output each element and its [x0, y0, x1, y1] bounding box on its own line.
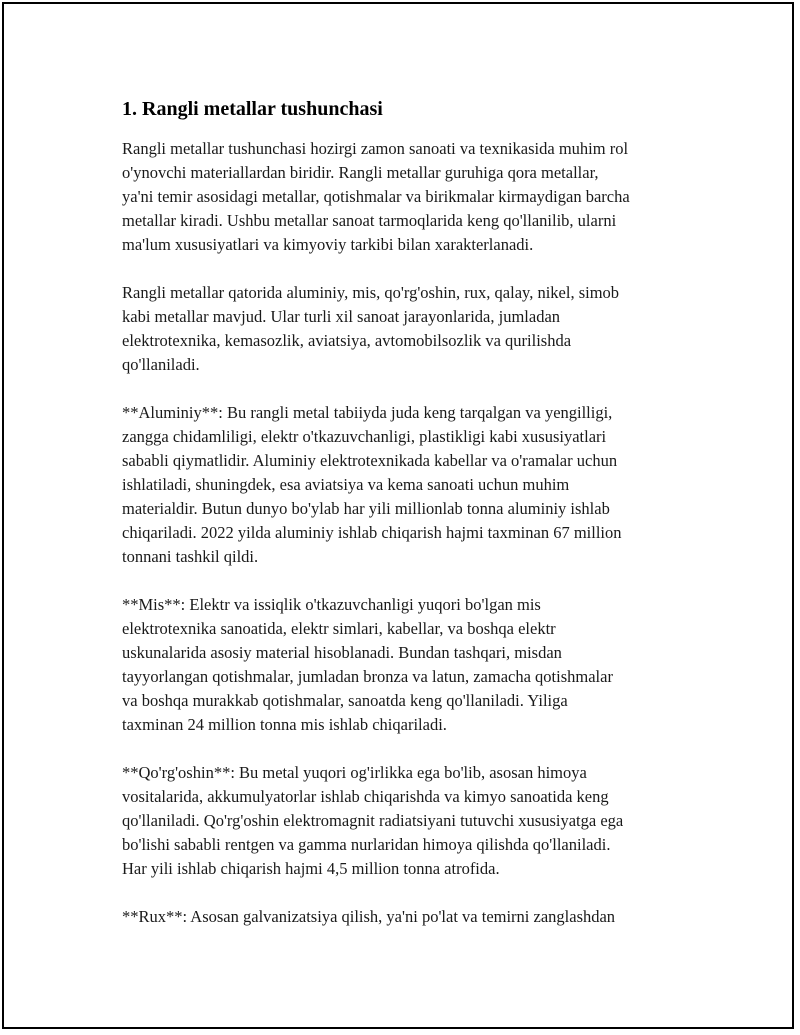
- text-line: elektrotexnika sanoatida, elektr simlari, kabellar, va boshqa elektr: [122, 619, 556, 638]
- text-line: ishlatiladi, shuningdek, esa aviatsiya va kema sanoati uchun muhim: [122, 475, 570, 494]
- paragraph-metal-list: [122, 281, 712, 377]
- text-line: elektrotexnika, kemasozlik, aviatsiya, avtomobilsozlik va qurilishda: [122, 331, 572, 350]
- text-line: Har yili ishlab chiqarish hajmi 4,5 million tonna atrofida.: [122, 859, 500, 878]
- text-line: **Rux**: Asosan galvanizatsiya qilish, ya'ni po'lat va temirni zanglashdan: [122, 907, 616, 926]
- paragraph-aluminiy: [122, 401, 712, 569]
- text-line: taxminan 24 million tonna mis ishlab chiqariladi.: [122, 715, 447, 734]
- text-line: ya'ni temir asosidagi metallar, qotishmalar va birikmalar kirmaydigan barcha: [122, 187, 630, 206]
- paragraph-intro: [122, 137, 712, 257]
- text-line: **Aluminiy**: Bu rangli metal tabiiyda juda keng tarqalgan va yengilligi,: [122, 403, 613, 422]
- text-line: metallar kiradi. Ushbu metallar sanoat tarmoqlarida keng qo'llanilib, ularni: [122, 211, 617, 230]
- text-line: bo'lishi sababli rentgen va gamma nurlaridan himoya qilishda qo'llaniladi.: [122, 835, 611, 854]
- text-line: **Qo'rg'oshin**: Bu metal yuqori og'irlikka ega bo'lib, asosan himoya: [122, 763, 587, 782]
- text-line: uskunalarida asosiy material hisoblanadi. Bundan tashqari, misdan: [122, 643, 562, 662]
- text-line: tonnani tashkil qildi.: [122, 547, 259, 566]
- text-line: zangga chidamliligi, elektr o'tkazuvchanligi, plastikligi kabi xususiyatlari: [122, 427, 607, 446]
- page-frame: [2, 2, 794, 1029]
- text-line: tayyorlangan qotishmalar, jumladan bronza va latun, zamacha qotishmalar: [122, 667, 613, 686]
- page-title: 1. Rangli metallar tushunchasi: [122, 98, 383, 120]
- text-line: va boshqa murakkab qotishmalar, sanoatda keng qo'llaniladi. Yiliga: [122, 691, 568, 710]
- text-line: vositalarida, akkumulyatorlar ishlab chiqarishda va kimyo sanoatida keng: [122, 787, 609, 806]
- text-line: qo'llaniladi. Qo'rg'oshin elektromagnit radiatsiyani tutuvchi xususiyatga ega: [122, 811, 624, 830]
- text-line: o'ynovchi materiallardan biridir. Rangli metallar guruhiga qora metallar,: [122, 163, 599, 182]
- text-line: qo'llaniladi.: [122, 355, 200, 374]
- text-line: Rangli metallar tushunchasi hozirgi zamon sanoati va texnikasida muhim rol: [122, 139, 629, 158]
- text-line: Rangli metallar qatorida aluminiy, mis, qo'rg'oshin, rux, qalay, nikel, simob: [122, 283, 620, 302]
- text-line: sababli qiymatlidir. Aluminiy elektrotexnikada kabellar va o'ramalar uchun: [122, 451, 618, 470]
- document-body: [122, 96, 712, 953]
- paragraph-qorgoshin: [122, 761, 712, 881]
- paragraph-mis: [122, 593, 712, 737]
- text-line: chiqariladi. 2022 yilda aluminiy ishlab chiqarish hajmi taxminan 67 million: [122, 523, 622, 542]
- text-line: materialdir. Butun dunyo bo'ylab har yili millionlab tonna aluminiy ishlab: [122, 499, 610, 518]
- paragraph-rux: [122, 905, 712, 929]
- text-line: **Mis**: Elektr va issiqlik o'tkazuvchanligi yuqori bo'lgan mis: [122, 595, 541, 614]
- text-line: kabi metallar mavjud. Ular turli xil sanoat jarayonlarida, jumladan: [122, 307, 561, 326]
- text-line: ma'lum xususiyatlari va kimyoviy tarkibi bilan xarakterlanadi.: [122, 235, 534, 254]
